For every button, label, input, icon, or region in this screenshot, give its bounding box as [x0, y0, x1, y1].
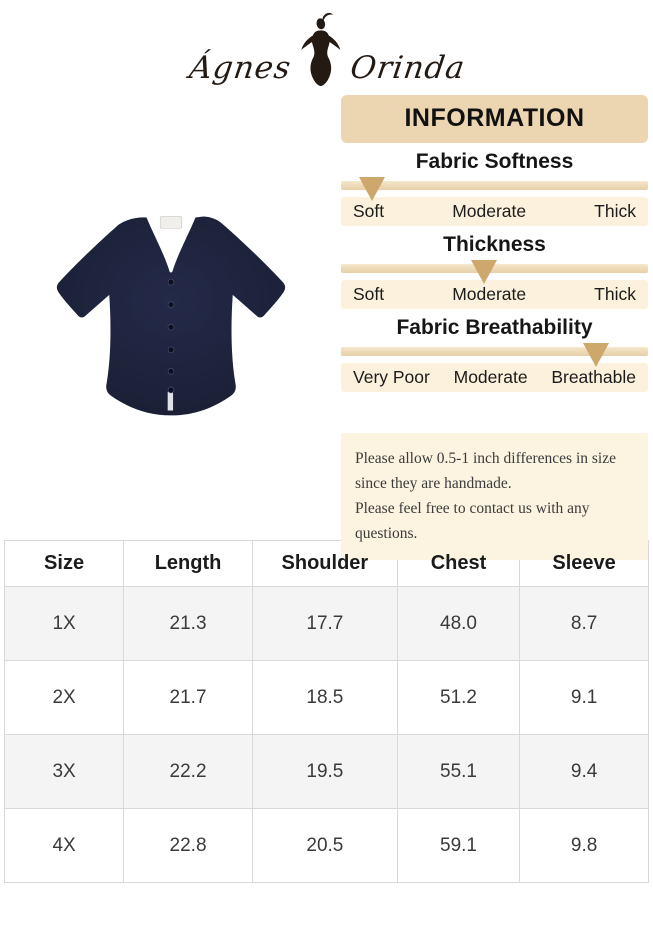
scale-heading-thickness: Thickness: [443, 233, 546, 256]
cell-shoulder: 17.7: [252, 587, 397, 661]
cell-shoulder: 20.5: [252, 809, 397, 883]
indicator-arrow-icon: [583, 343, 609, 367]
information-title: INFORMATION: [341, 95, 648, 143]
cell-shoulder: 19.5: [252, 735, 397, 809]
scale-breathability: [341, 347, 648, 392]
cell-sleeve: 8.7: [520, 587, 649, 661]
cell-sleeve: 9.4: [520, 735, 649, 809]
column-header-size: Size: [5, 541, 124, 587]
brand-name-left: Ágnes: [186, 50, 294, 86]
cell-chest: 59.1: [397, 809, 519, 883]
cell-length: 22.2: [124, 735, 253, 809]
scale-label: Soft: [353, 284, 385, 304]
scale-labels: [341, 280, 648, 309]
cell-sleeve: 9.8: [520, 809, 649, 883]
cell-shoulder: 18.5: [252, 661, 397, 735]
scale-labels: [341, 197, 648, 226]
scale-label: Moderate: [452, 284, 527, 304]
note-line: Please feel free to contact us with any questions.: [355, 500, 590, 543]
cell-size: 2X: [5, 661, 124, 735]
scale-heading-softness: Fabric Softness: [415, 150, 574, 173]
brand-name-right: Orinda: [348, 50, 468, 86]
table-row: [5, 661, 649, 735]
indicator-arrow-icon: [471, 260, 497, 284]
scale-label: Very Poor: [353, 367, 430, 387]
note-line: since they are handmade.: [355, 475, 512, 493]
scale-label: Moderate: [453, 367, 528, 387]
column-header-shoulder: Shoulder: [252, 541, 397, 587]
main-content: [0, 92, 653, 543]
scale-label: Soft: [353, 201, 385, 221]
scale-bar: [341, 181, 648, 190]
cell-chest: 51.2: [397, 661, 519, 735]
size-chart: [4, 540, 649, 883]
woman-silhouette-icon: [294, 6, 346, 92]
cell-length: 21.3: [124, 587, 253, 661]
cell-chest: 55.1: [397, 735, 519, 809]
scale-thickness: [341, 264, 648, 309]
scale-label: Breathable: [551, 367, 636, 387]
table-row: [5, 809, 649, 883]
note-line: Please allow 0.5-1 inch differences in size: [355, 450, 616, 467]
scale-softness: [341, 181, 648, 226]
table-row: [5, 587, 649, 661]
cell-chest: 48.0: [397, 587, 519, 661]
scale-label: Thick: [594, 284, 636, 304]
handmade-note: [341, 433, 648, 560]
cell-size: 4X: [5, 809, 124, 883]
scale-label: Thick: [594, 201, 636, 221]
column-header-chest: Chest: [397, 541, 519, 587]
cell-size: 3X: [5, 735, 124, 809]
cell-sleeve: 9.1: [520, 661, 649, 735]
column-header-sleeve: Sleeve: [520, 541, 649, 587]
info-panel: [341, 95, 648, 560]
product-photo-area: [0, 95, 341, 436]
scale-labels: [341, 363, 648, 392]
cell-size: 1X: [5, 587, 124, 661]
cell-length: 22.8: [124, 809, 253, 883]
table-row: [5, 735, 649, 809]
scale-label: Moderate: [452, 201, 527, 221]
column-header-length: Length: [124, 541, 253, 587]
brand-logo: [0, 0, 653, 92]
product-blouse-image: [26, 191, 316, 436]
cell-length: 21.7: [124, 661, 253, 735]
indicator-arrow-icon: [359, 177, 385, 201]
scale-heading-breathability: Fabric Breathability: [396, 316, 593, 339]
size-table: [4, 540, 649, 883]
